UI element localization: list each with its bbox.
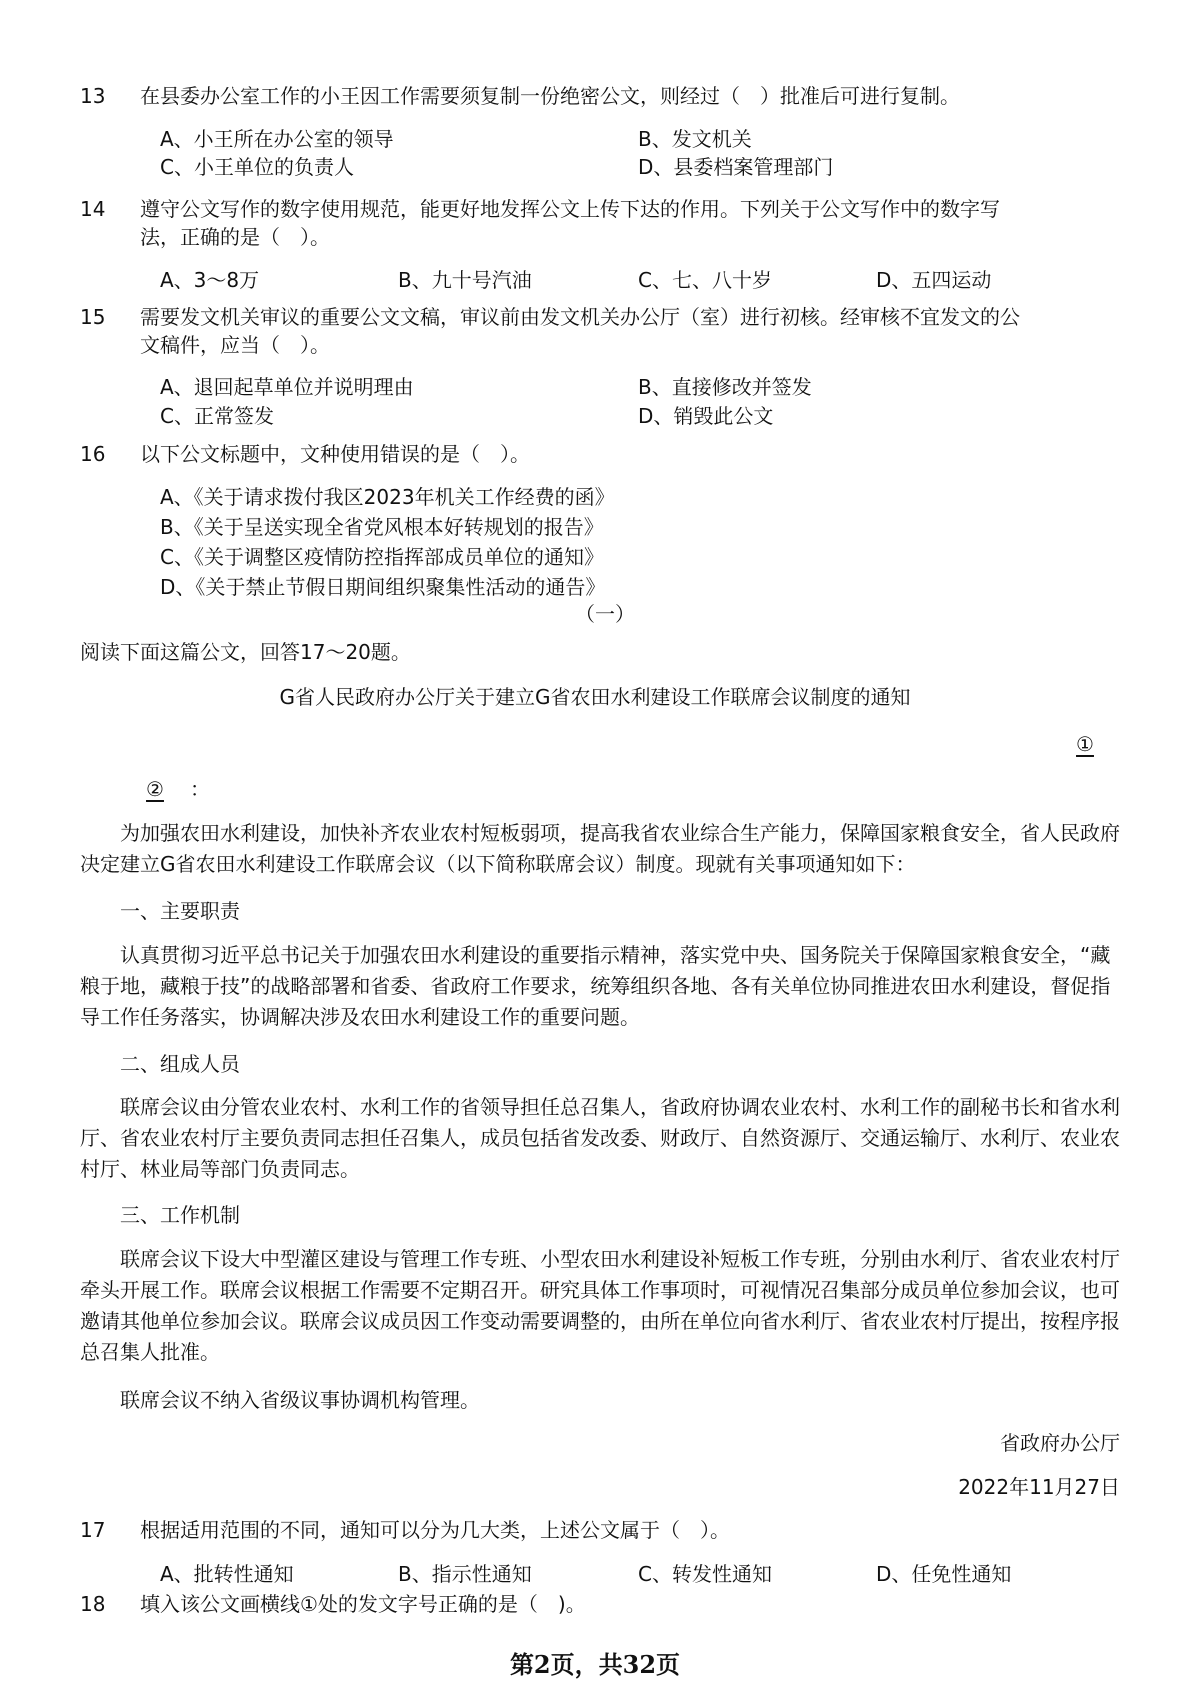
- document-date: 2022年11月27日: [958, 1475, 1120, 1499]
- option-a: A、批转性通知: [160, 1562, 294, 1586]
- option-d: D、《关于禁止节假日期间组织聚集性活动的通告》: [160, 575, 606, 599]
- option-d: D、销毁此公文: [638, 404, 774, 428]
- section-heading-members: 二、组成人员: [120, 1052, 240, 1076]
- question-text-cont: 法，正确的是（ ）。: [140, 225, 330, 249]
- signature: 省政府办公厅: [1000, 1431, 1120, 1455]
- question-text: 根据适用范围的不同，通知可以分为几大类，上述公文属于（ ）。: [140, 1518, 730, 1542]
- option-b: B、发文机关: [638, 127, 752, 151]
- question-number: 18: [80, 1592, 106, 1616]
- addressee-colon: ：: [190, 777, 210, 801]
- question-text: 填入该公文画横线①处的发文字号正确的是（ )。: [140, 1592, 586, 1616]
- duties-paragraph: 认真贯彻习近平总书记关于加强农田水利建设的重要指示精神，落实党中央、国务院关于保障国家粮食安全，“藏粮于地，藏粮于技”的战略部署和省委、省政府工作要求，统筹组织各地、各有关单位协同推进农田水利建设，督促指导工作任务落实，协调解决涉及农田水利建设工作的重要问题。: [80, 943, 1111, 1029]
- option-d: D、县委档案管理部门: [638, 155, 834, 179]
- option-d: D、五四运动: [876, 268, 992, 292]
- option-a: A、退回起草单位并说明理由: [160, 375, 414, 399]
- intro-paragraph: 为加强农田水利建设，加快补齐农业农村短板弱项，提高我省农业综合生产能力，保障国家粮食安全，省人民政府决定建立G省农田水利建设工作联席会议（以下简称联席会议）制度。现就有关事项通知如下：: [80, 821, 1120, 876]
- question-text: 在县委办公室工作的小王因工作需要须复制一份绝密公文，则经过（ ）批准后可进行复制。: [140, 84, 960, 108]
- question-number: 15: [80, 305, 106, 329]
- option-d: D、任免性通知: [876, 1562, 1012, 1586]
- option-c: C、正常签发: [160, 404, 274, 428]
- section-heading-mechanism: 三、工作机制: [120, 1203, 240, 1227]
- section-heading-duties: 一、主要职责: [120, 899, 240, 923]
- addressee-line: [120, 775, 210, 803]
- question-text-cont: 文稿件，应当（ ）。: [140, 333, 330, 357]
- option-c: C、转发性通知: [638, 1562, 772, 1586]
- members-paragraph: 联席会议由分管农业农村、水利工作的省领导担任总召集人，省政府协调农业农村、水利工作的副秘书长和省水利厅、省农业农村厅主要负责同志担任召集人，成员包括省发改委、财政厅、自然资源厅、交通运输厅、水利厅、农业农村厅、林业局等部门负责同志。: [80, 1095, 1120, 1181]
- option-a: A、3～8万: [160, 268, 260, 292]
- page-footer: 第2页，共32页: [509, 1650, 681, 1679]
- question-number: 14: [80, 197, 106, 221]
- document-title: G省人民政府办公厅关于建立G省农田水利建设工作联席会议制度的通知: [279, 685, 911, 709]
- option-b: B、九十号汽油: [398, 268, 532, 292]
- mechanism-paragraph: 联席会议下设大中型灌区建设与管理工作专班、小型农田水利建设补短板工作专班，分别由水利厅、省农业农村厅牵头开展工作。联席会议根据工作需要不定期召开。研究具体工作事项时，可视情况召集部分成员单位参加会议，也可邀请其他单位参加会议。联席会议成员因工作变动需要调整的，由所在单位向省水利厅、省农业农村厅提出，按程序报总召集人批准。: [80, 1247, 1120, 1364]
- option-a: A、小王所在办公室的领导: [160, 127, 394, 151]
- question-number: 16: [80, 442, 106, 466]
- closing-paragraph: 联席会议不纳入省级议事协调机构管理。: [120, 1388, 480, 1412]
- option-b: B、《关于呈送实现全省党风根本好转规划的报告》: [160, 515, 604, 539]
- option-c: C、七、八十岁: [638, 268, 772, 292]
- option-c: C、小王单位的负责人: [160, 155, 354, 179]
- reading-instruction: 阅读下面这篇公文，回答17～20题。: [80, 640, 411, 664]
- option-c: C、《关于调整区疫情防控指挥部成员单位的通知》: [160, 545, 604, 569]
- question-number: 17: [80, 1518, 106, 1542]
- question-text: 以下公文标题中，文种使用错误的是（ ）。: [140, 442, 530, 466]
- question-number: 13: [80, 84, 106, 108]
- option-b: B、直接修改并签发: [638, 375, 812, 399]
- blank-2: ②: [146, 777, 164, 801]
- question-text: 需要发文机关审议的重要公文文稿，审议前由发文机关办公厅（室）进行初核。经审核不宜发文的公: [140, 305, 1020, 329]
- section-label: （一）: [575, 602, 635, 626]
- blank-1: ①: [1076, 732, 1094, 756]
- option-a: A、《关于请求拨付我区2023年机关工作经费的函》: [160, 485, 615, 509]
- option-b: B、指示性通知: [398, 1562, 532, 1586]
- question-text: 遵守公文写作的数字使用规范，能更好地发挥公文上传下达的作用。下列关于公文写作中的数字写: [140, 197, 1000, 221]
